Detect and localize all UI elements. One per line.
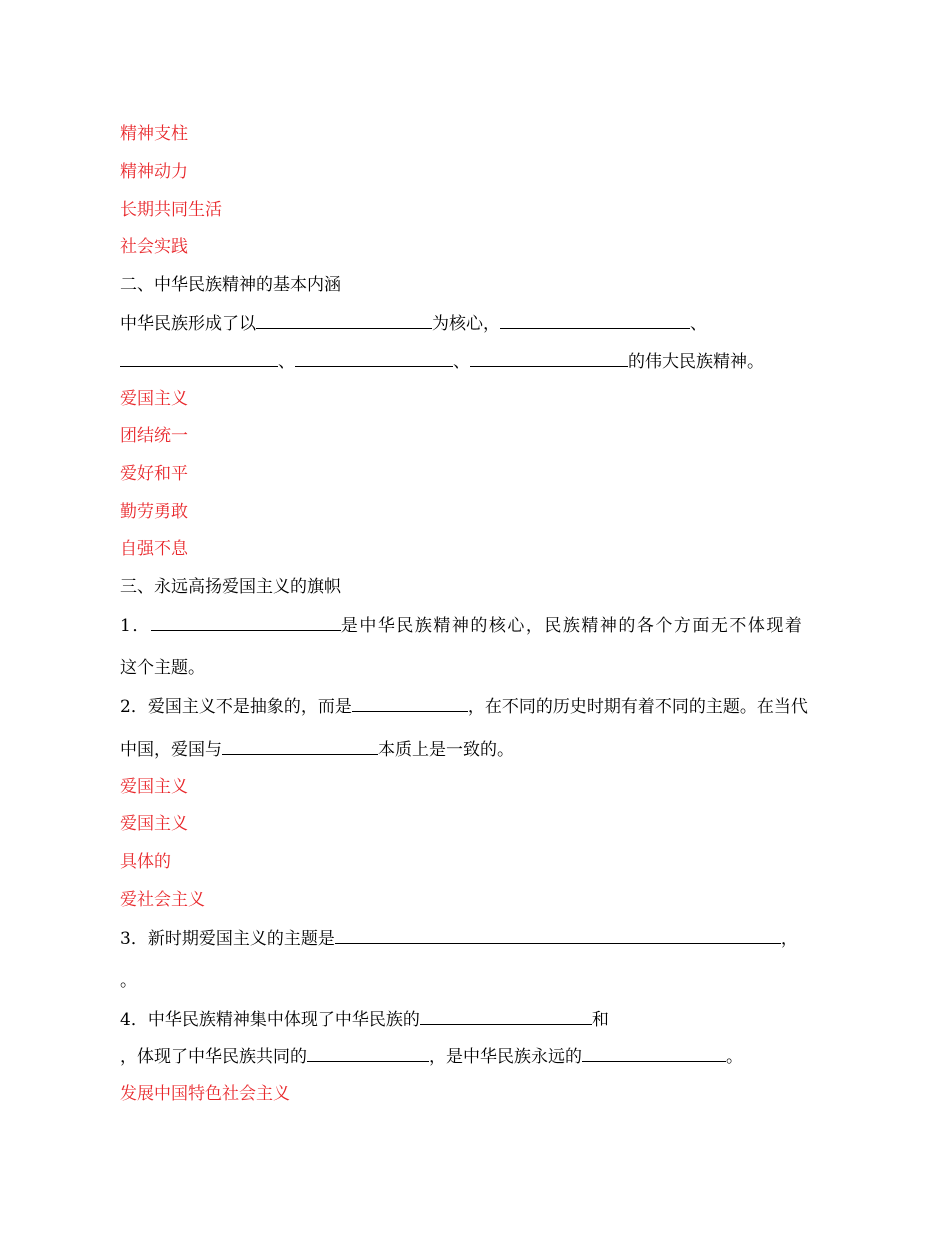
blank-field[interactable] xyxy=(120,349,278,367)
text-segment: 2．爱国主义不是抽象的，而是 xyxy=(120,697,352,717)
blank-field[interactable] xyxy=(582,1044,726,1062)
answer-line: 团结统一 xyxy=(120,426,188,446)
fill-line xyxy=(120,737,832,762)
text-segment: ，是中华民族永远的 xyxy=(429,1047,582,1067)
section-heading: 二、中华民族精神的基本内涵 xyxy=(120,275,341,295)
answer-line: 精神支柱 xyxy=(120,124,188,144)
text-segment: 4．中华民族精神集中体现了中华民族的 xyxy=(120,1010,420,1030)
blank-field[interactable] xyxy=(335,926,781,944)
text-segment: 本质上是一致的。 xyxy=(378,740,514,760)
answer-line: 发展中国特色社会主义 xyxy=(120,1084,290,1104)
question-number: 1． xyxy=(120,616,151,636)
answer-line: 爱国主义 xyxy=(120,389,188,409)
text-segment: 和 xyxy=(591,1010,609,1030)
text-segment: 中华民族形成了以 xyxy=(120,314,256,334)
blank-field[interactable] xyxy=(470,349,628,367)
blank-field[interactable] xyxy=(307,1044,429,1062)
blank-field[interactable] xyxy=(420,1007,592,1025)
text-segment: 3．新时期爱国主义的主题是 xyxy=(120,929,335,949)
text-segment: ，体现了中华民族共同的 xyxy=(120,1047,307,1067)
fill-line xyxy=(120,1007,832,1032)
answer-line: 爱国主义 xyxy=(120,814,188,834)
text-segment: ， xyxy=(780,929,798,949)
answer-line: 自强不息 xyxy=(120,539,188,559)
blank-field[interactable] xyxy=(295,349,453,367)
blank-field[interactable] xyxy=(151,613,341,631)
text-segment: 的伟大民族精神。 xyxy=(628,352,764,372)
blank-field[interactable] xyxy=(256,311,432,329)
blank-field[interactable] xyxy=(500,311,690,329)
answer-line: 社会实践 xyxy=(120,237,188,257)
text-segment: 、 xyxy=(278,352,295,372)
text-segment: 。 xyxy=(726,1047,743,1067)
answer-line: 具体的 xyxy=(120,852,171,872)
fill-line xyxy=(120,1044,832,1069)
fill-line xyxy=(120,311,832,336)
text-segment: 中国，爱国与 xyxy=(120,740,222,760)
fill-line xyxy=(120,613,832,638)
text-segment: 为核心， xyxy=(432,314,500,334)
text-segment: ，在不同的历史时期有着不同的主题。在当代 xyxy=(467,697,808,717)
section-heading: 三、永远高扬爱国主义的旗帜 xyxy=(120,577,341,597)
blank-field[interactable] xyxy=(352,694,468,712)
text-segment: 是中华民族精神的核心，民族精神的各个方面无不体现着 xyxy=(340,616,804,636)
answer-line: 爱国主义 xyxy=(120,777,188,797)
fill-line xyxy=(120,694,832,719)
text-segment: 、 xyxy=(453,352,470,372)
answer-line: 勤劳勇敢 xyxy=(120,502,188,522)
answer-line: 爱好和平 xyxy=(120,464,188,484)
blank-field[interactable] xyxy=(222,737,378,755)
answer-line: 爱社会主义 xyxy=(120,890,205,910)
text-line: 这个主题。 xyxy=(120,658,205,678)
answer-line: 长期共同生活 xyxy=(120,200,222,220)
fill-line xyxy=(120,349,832,374)
text-line: 。 xyxy=(120,971,137,991)
fill-line xyxy=(120,926,832,951)
answer-line: 精神动力 xyxy=(120,162,188,182)
text-segment: 、 xyxy=(690,314,707,334)
